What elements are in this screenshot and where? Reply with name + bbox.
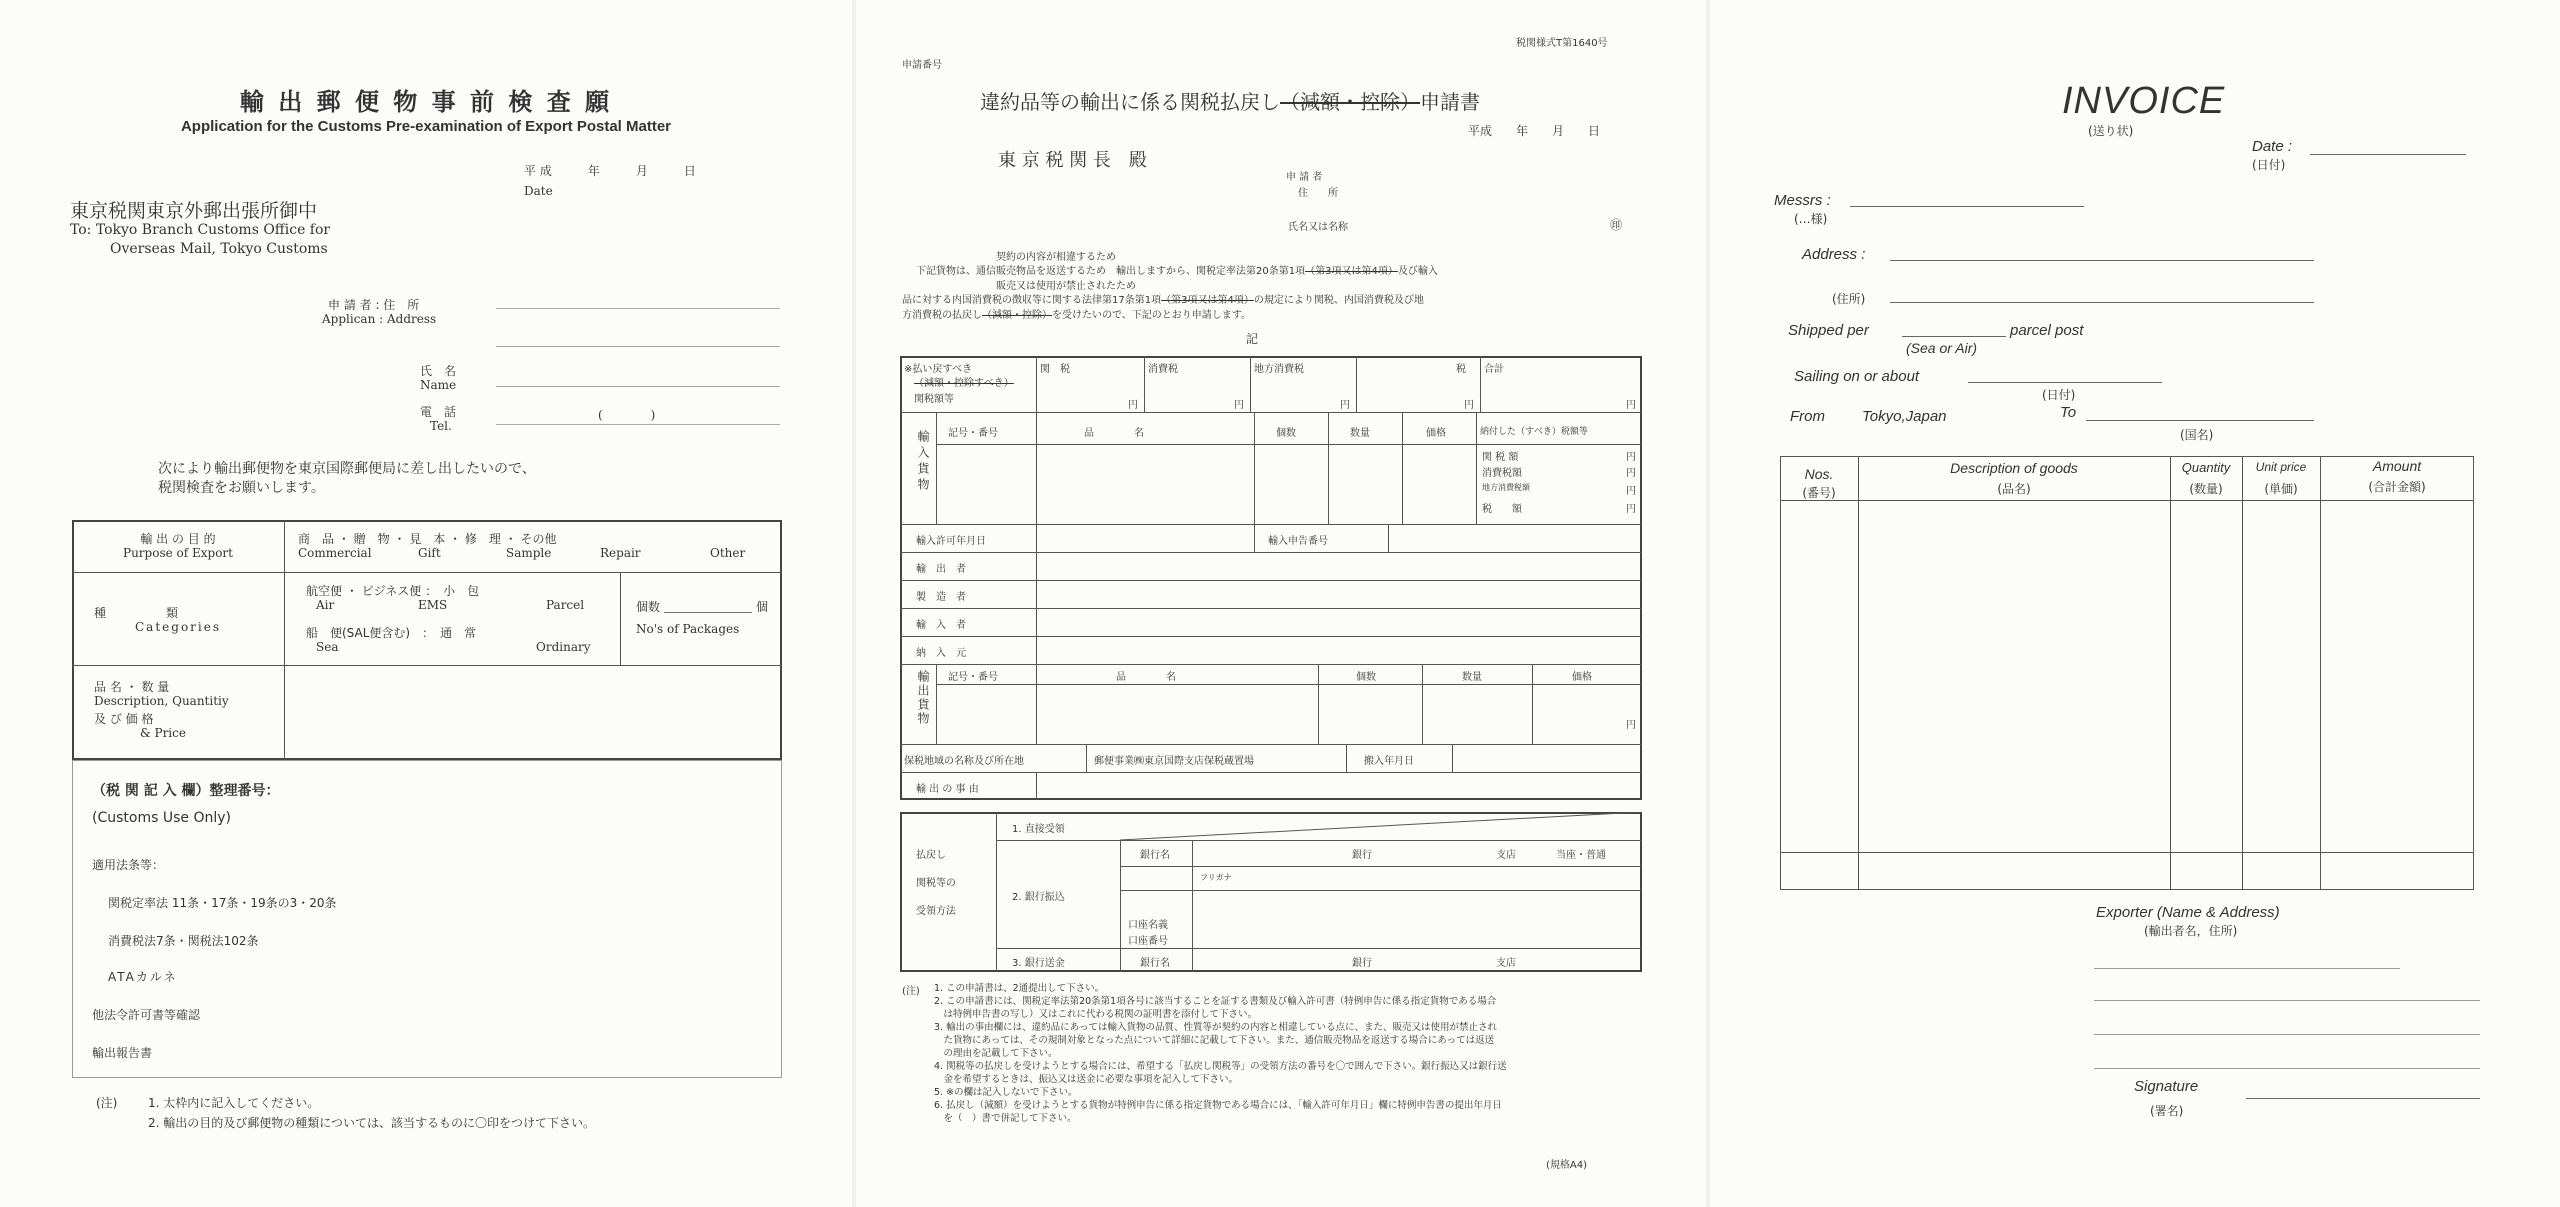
- col-pcs: 個数: [1276, 428, 1296, 439]
- address-label: Address :: [1802, 246, 1866, 263]
- bank-label-2: 銀行: [1352, 958, 1372, 969]
- form2-address: 住 所: [1298, 188, 1338, 199]
- col-quantity: Quantity: [2181, 460, 2231, 475]
- method-bank-remit[interactable]: 3. 銀行送金: [1012, 958, 1065, 969]
- exp-col-pcs: 個数: [1356, 672, 1376, 683]
- form2-note: の理由を記載して下さい。: [934, 1048, 1058, 1059]
- branch-label-2: 支店: [1496, 958, 1516, 969]
- customs-use-only: (Customs Use Only): [92, 810, 231, 826]
- sailing-label: Sailing on or about: [1794, 368, 1920, 385]
- form2-title: 違約品等の輸出に係る関税払戻し（減額・控除）申請書: [980, 90, 1480, 114]
- form1-office-ja: 東京税関東京外郵出張所御中: [70, 200, 318, 222]
- address-label-ja: (住所): [1832, 292, 1866, 306]
- form2-note: 3. 輸出の事由欄には、違約品にあっては輸入貨物の品質、性質等が契約の内容と相違している点に、また、販売又は使用が禁止され: [934, 1022, 1497, 1033]
- bonded-area-value: 郵便事業㈱東京国際支店保税蔵置場: [1094, 756, 1254, 767]
- to-field[interactable]: [2086, 420, 2314, 421]
- signature-field[interactable]: [2246, 1098, 2480, 1099]
- form1-date-en: Date: [524, 184, 553, 198]
- export-report: 輸出報告書: [92, 1046, 153, 1060]
- sailing-label-ja: (日付): [2042, 388, 2076, 402]
- bank-name-label: 銀行名: [1140, 850, 1170, 861]
- to-label: To: [2060, 404, 2077, 421]
- exp-col-qty: 数量: [1462, 672, 1482, 683]
- messrs-label-ja: (…様): [1794, 212, 1828, 226]
- refund-amount-label-c: 関税額等: [914, 394, 954, 405]
- col-nos-ja: (番号): [1802, 486, 1836, 500]
- refund-table: [900, 356, 1642, 800]
- address-line-1[interactable]: [496, 308, 780, 309]
- yen-2: 円: [1234, 400, 1244, 411]
- yen-10: 円: [1626, 720, 1636, 731]
- shipped-per-field[interactable]: [1902, 336, 2006, 337]
- paid-tax: 税 額: [1482, 504, 1522, 515]
- parcel-post-label: parcel post: [2010, 322, 2084, 339]
- carry-in-date-label: 搬入年月日: [1364, 756, 1414, 767]
- address-field-2[interactable]: [1890, 302, 2314, 303]
- address-line-2[interactable]: [496, 346, 780, 347]
- yen-9: 円: [1626, 504, 1636, 515]
- exporter-line-2[interactable]: [2094, 1000, 2480, 1001]
- country-label-ja: (国名): [2180, 428, 2214, 442]
- form2-to: 東 京 税 関 長 殿: [998, 150, 1147, 171]
- invoice-form: [1710, 0, 2560, 1207]
- yen-5: 円: [1626, 400, 1636, 411]
- account-holder-label: 口座名義: [1128, 920, 1168, 931]
- form2-body-3: 販売又は使用が禁止されたため: [996, 281, 1136, 292]
- pkg-label-ja: 個数: [636, 600, 661, 614]
- exp-col-name: 品 名: [1116, 672, 1176, 683]
- form2-ki: 記: [1246, 332, 1259, 346]
- form2-name: 氏名又は名称: [1288, 222, 1348, 233]
- form1-office-en2: Overseas Mail, Tokyo Customs: [110, 241, 328, 257]
- tel-paren: ( ): [598, 408, 656, 422]
- yen-7: 円: [1626, 468, 1636, 479]
- form2-note: 4. 関税等の払戻しを受けようとする場合には、希望する「払戻し関税等」の受領方法の番号を〇で囲んで下さい。銀行振込又は銀行送: [934, 1061, 1507, 1072]
- label-tax: 税: [1456, 364, 1466, 375]
- form2-note: 2. この申請書には、関税定率法第20条第1項各号に該当することを証する書類及び輸入許可書（特例申告に係る指定貨物である場合: [934, 996, 1497, 1007]
- request-line-1: 次により輸出郵便物を東京国際郵便局に差し出したいので、: [158, 461, 536, 477]
- col-nos: Nos.: [1804, 466, 1834, 482]
- export-reason-label: 輸 出 の 事 由: [916, 784, 979, 795]
- col-name: 品 名: [1084, 428, 1144, 439]
- purpose-label-ja: 輸 出 の 目 的: [140, 532, 216, 546]
- cat-ordinary[interactable]: Ordinary: [536, 640, 591, 654]
- form2-body-2: 下記貨物は、通信販売物品を返送するため 輸出しますから、関税定率法第20条第1項（第3項又は第4項）及び輸入: [916, 266, 1438, 277]
- col-amount-ja: (合計金額): [2368, 480, 2426, 494]
- form2-note: 1. この申請書は、2通提出して下さい。: [934, 983, 1105, 994]
- purpose-options-ja[interactable]: 商 品 ・ 贈 物 ・ 見 本 ・ 修 理 ・ その他: [298, 532, 557, 546]
- applicant-label-en: Applican : Address: [322, 312, 437, 326]
- desc-field[interactable]: [286, 667, 780, 758]
- cat-air[interactable]: Air: [316, 598, 335, 612]
- cat-air-ja[interactable]: 航空便 ・ ビジネス便 ： 小 包: [306, 584, 480, 598]
- pkg-label-en: No's of Packages: [636, 622, 740, 636]
- pkg-field[interactable]: [664, 612, 752, 613]
- form2-date: 平成 年 月 日: [1468, 124, 1601, 138]
- law-1: 関税定率法 11条・17条・19条の3・20条: [108, 896, 337, 910]
- form2-body-5: 方消費税の払戻し（減額・控除）を受けたいので、下記のとおり申請します。: [902, 310, 1251, 321]
- purpose-opt-sample[interactable]: Sample: [506, 546, 552, 560]
- form2-note: 5. ※の欄は記入しないで下さい。: [934, 1087, 1078, 1098]
- messrs-field[interactable]: [1850, 206, 2084, 207]
- invoice-title: INVOICE: [2062, 80, 2226, 122]
- law-title: 適用法条等：: [92, 858, 165, 872]
- form2-note: は特例申告書の写し）又はこれに代わる税関の証明書を添付して下さい。: [934, 1009, 1258, 1020]
- date-label-ja: (日付): [2252, 158, 2286, 172]
- col-paid: 納付した（すべき）税額等: [1480, 427, 1588, 437]
- categories-label-en: Categories: [135, 620, 221, 634]
- bank-name-label-2: 銀行名: [1140, 958, 1170, 969]
- yen-6: 円: [1626, 452, 1636, 463]
- purpose-opt-commercial[interactable]: Commercial: [298, 546, 372, 560]
- customs-use-box: [72, 760, 782, 1078]
- law-2: 消費税法7条・関税法102条: [108, 934, 259, 948]
- invoice-title-ja: (送り状): [2088, 124, 2134, 138]
- exp-col-price: 価格: [1572, 672, 1592, 683]
- tel-line[interactable]: [496, 424, 780, 425]
- shipped-per-label: Shipped per: [1788, 322, 1869, 339]
- paid-consumption: 消費税額: [1482, 468, 1522, 479]
- from-value: Tokyo,Japan: [1862, 408, 1947, 425]
- refund-label-1: 払戻し: [916, 850, 946, 861]
- refund-label-3: 受領方法: [916, 906, 956, 917]
- purpose-label-en: Purpose of Export: [123, 546, 233, 560]
- row-manufacturer: 製 造 者: [916, 592, 966, 603]
- bonded-area-label: 保税地域の名称及び所在地: [904, 756, 1024, 767]
- form1-note-2: 2. 輸出の目的及び郵便物の種類については、該当するものに〇印をつけて下さい。: [148, 1116, 596, 1130]
- col-description: Description of goods: [1950, 460, 2078, 476]
- cat-sea[interactable]: Sea: [316, 640, 339, 654]
- col-unit-price: Unit price: [2255, 460, 2307, 474]
- messrs-label: Messrs :: [1774, 192, 1831, 209]
- purpose-opt-repair[interactable]: Repair: [600, 546, 641, 560]
- col-quantity-ja: (数量): [2189, 482, 2223, 496]
- account-no-label: 口座番号: [1128, 936, 1168, 947]
- address-field[interactable]: [1890, 260, 2314, 261]
- pkg-unit: 個: [756, 600, 769, 614]
- signature-label: Signature: [2134, 1078, 2199, 1095]
- form2-note: た貨物にあっては、その規制対象となった点について詳細に記載して下さい。また、通信販売物品を返送する場合にあっては返送: [934, 1035, 1495, 1046]
- form2-app-no: 申請番号: [902, 60, 942, 71]
- label-customs-duty: 関 税: [1040, 364, 1070, 375]
- form1-title-en: Application for the Customs Pre-examination of Export Postal Matter: [180, 118, 672, 135]
- form1-note-label: (注): [96, 1096, 118, 1110]
- refund-label-2: 関税等の: [916, 878, 956, 889]
- name-label-ja: 氏 名: [420, 364, 457, 378]
- import-goods-label: 輸入貨物: [916, 430, 930, 494]
- paid-local: 地方消費税額: [1482, 483, 1530, 492]
- other-law: 他法令許可書等確認: [92, 1008, 201, 1022]
- form1-title-ja: 輸 出 郵 便 物 事 前 検 査 願: [239, 88, 613, 116]
- desc-label-ja2: 及 び 価 格: [94, 712, 154, 726]
- export-goods-label: 輸出貨物: [916, 670, 930, 726]
- request-line-2: 税関検査をお願いします。: [158, 480, 325, 496]
- exp-col-mark: 記号・番号: [948, 672, 998, 683]
- form2-body-4: 品に対する内国消費税の徴収等に関する法律第17条第1項（第3項又は第4項）の規定により関税、内国消費税及び地: [902, 295, 1424, 306]
- from-label: From: [1790, 408, 1825, 425]
- form2-applicant: 申 請 者: [1286, 172, 1323, 183]
- row-exporter: 輸 出 者: [916, 564, 966, 575]
- desc-label-en2: & Price: [140, 726, 186, 740]
- branch-label: 支店: [1496, 850, 1516, 861]
- label-local-tax: 地方消費税: [1254, 364, 1304, 375]
- yen-4: 円: [1464, 400, 1474, 411]
- col-unit-price-ja: (単価): [2264, 482, 2298, 496]
- invoice-table: [1780, 456, 2474, 890]
- exporter-line-4[interactable]: [2094, 1068, 2480, 1069]
- yen-8: 円: [1626, 486, 1636, 497]
- applicant-label-ja: 申 請 者 : 住 所: [328, 298, 420, 312]
- method-bank-transfer[interactable]: 2. 銀行振込: [1012, 892, 1065, 903]
- date-label: Date :: [2252, 138, 2293, 155]
- exporter-label: Exporter (Name & Address): [2096, 904, 2280, 921]
- account-type[interactable]: 当座・普通: [1556, 850, 1606, 861]
- col-qty: 数量: [1350, 428, 1370, 439]
- name-label-en: Name: [420, 378, 457, 392]
- law-3: ATAカルネ: [108, 970, 178, 984]
- sailing-field[interactable]: [1968, 382, 2162, 383]
- furigana-label: フリガナ: [1200, 873, 1232, 882]
- col-amount: Amount: [2372, 458, 2422, 474]
- yen-3: 円: [1340, 400, 1350, 411]
- exporter-label-ja: (輸出者名，住所): [2144, 924, 2238, 938]
- col-price: 価格: [1426, 428, 1446, 439]
- form2-note: 6. 払戻し（減額）を受けようとする貨物が特例申告に係る指定貨物である場合には、「輸入許可年月日」欄に特例申告書の提出年月日: [934, 1100, 1502, 1111]
- label-consumption-tax: 消費税: [1148, 364, 1178, 375]
- signature-label-ja: (署名): [2150, 1104, 2184, 1118]
- col-description-ja: (品名): [1997, 482, 2031, 496]
- purpose-opt-other[interactable]: Other: [710, 546, 746, 560]
- desc-label-en1: Description, Quantitiy: [94, 694, 229, 708]
- cat-ems[interactable]: EMS: [418, 598, 448, 612]
- seal-icon: ㊞: [1610, 218, 1623, 232]
- refund-amount-label-a: ※払い戻すべき: [904, 364, 973, 375]
- exporter-line-3[interactable]: [2094, 1034, 2480, 1035]
- refund-method-diagonal: [1120, 812, 1642, 840]
- date-field[interactable]: [2310, 154, 2466, 155]
- form2-note: 金を希望するときは、振込又は送金に必要な事項を記入して下さい。: [934, 1074, 1239, 1085]
- form2-form-no: 税関様式T第1640号: [1516, 38, 1608, 49]
- form2-note: を（ ）書で併記して下さい。: [934, 1113, 1077, 1124]
- name-line[interactable]: [496, 386, 780, 387]
- row-import-permit-date: 輸入許可年月日: [916, 536, 986, 547]
- row-import-decl-no: 輸入申告番号: [1268, 536, 1328, 547]
- customs-preexam-form: [0, 0, 852, 1207]
- form2-note-label: (注): [902, 986, 920, 997]
- row-supplier: 納 入 元: [916, 648, 966, 659]
- purpose-opt-gift[interactable]: Gift: [418, 546, 441, 560]
- cat-parcel[interactable]: Parcel: [546, 598, 585, 612]
- desc-label-ja: 品 名 ・ 数 量: [94, 680, 170, 694]
- refund-application-form: [856, 0, 1706, 1207]
- tel-label-en: Tel.: [430, 419, 452, 433]
- sea-or-air-label: (Sea or Air): [1906, 340, 1978, 356]
- form2-notes: [934, 982, 1654, 1125]
- exporter-line-1[interactable]: [2094, 968, 2400, 969]
- col-mark: 記号・番号: [948, 428, 998, 439]
- categories-label-ja: 種 類: [94, 606, 179, 620]
- refund-amount-label-b: （減額・控除すべき）: [914, 378, 1014, 389]
- form1-office-en1: To: Tokyo Branch Customs Office for: [70, 222, 331, 238]
- cat-sea-ja[interactable]: 船 便(SAL便含む) ： 通 常: [306, 626, 477, 640]
- yen-1: 円: [1128, 400, 1138, 411]
- tel-label-ja: 電 話: [420, 405, 457, 419]
- form1-date-ja: 平 成 年 月 日: [524, 164, 696, 178]
- bank-label: 銀行: [1352, 850, 1372, 861]
- method-direct[interactable]: 1. 直接受領: [1012, 824, 1065, 835]
- customs-use-title: （税 関 記 入 欄）整理番号：: [92, 783, 280, 799]
- label-total: 合計: [1484, 364, 1504, 375]
- form2-body-1: 契約の内容が相違するため: [996, 252, 1116, 263]
- form1-note-1: 1. 太枠内に記入してください。: [148, 1096, 320, 1110]
- form2-size: (規格A4): [1546, 1160, 1588, 1171]
- row-importer: 輸 入 者: [916, 620, 966, 631]
- paid-duty: 関 税 額: [1482, 452, 1519, 463]
